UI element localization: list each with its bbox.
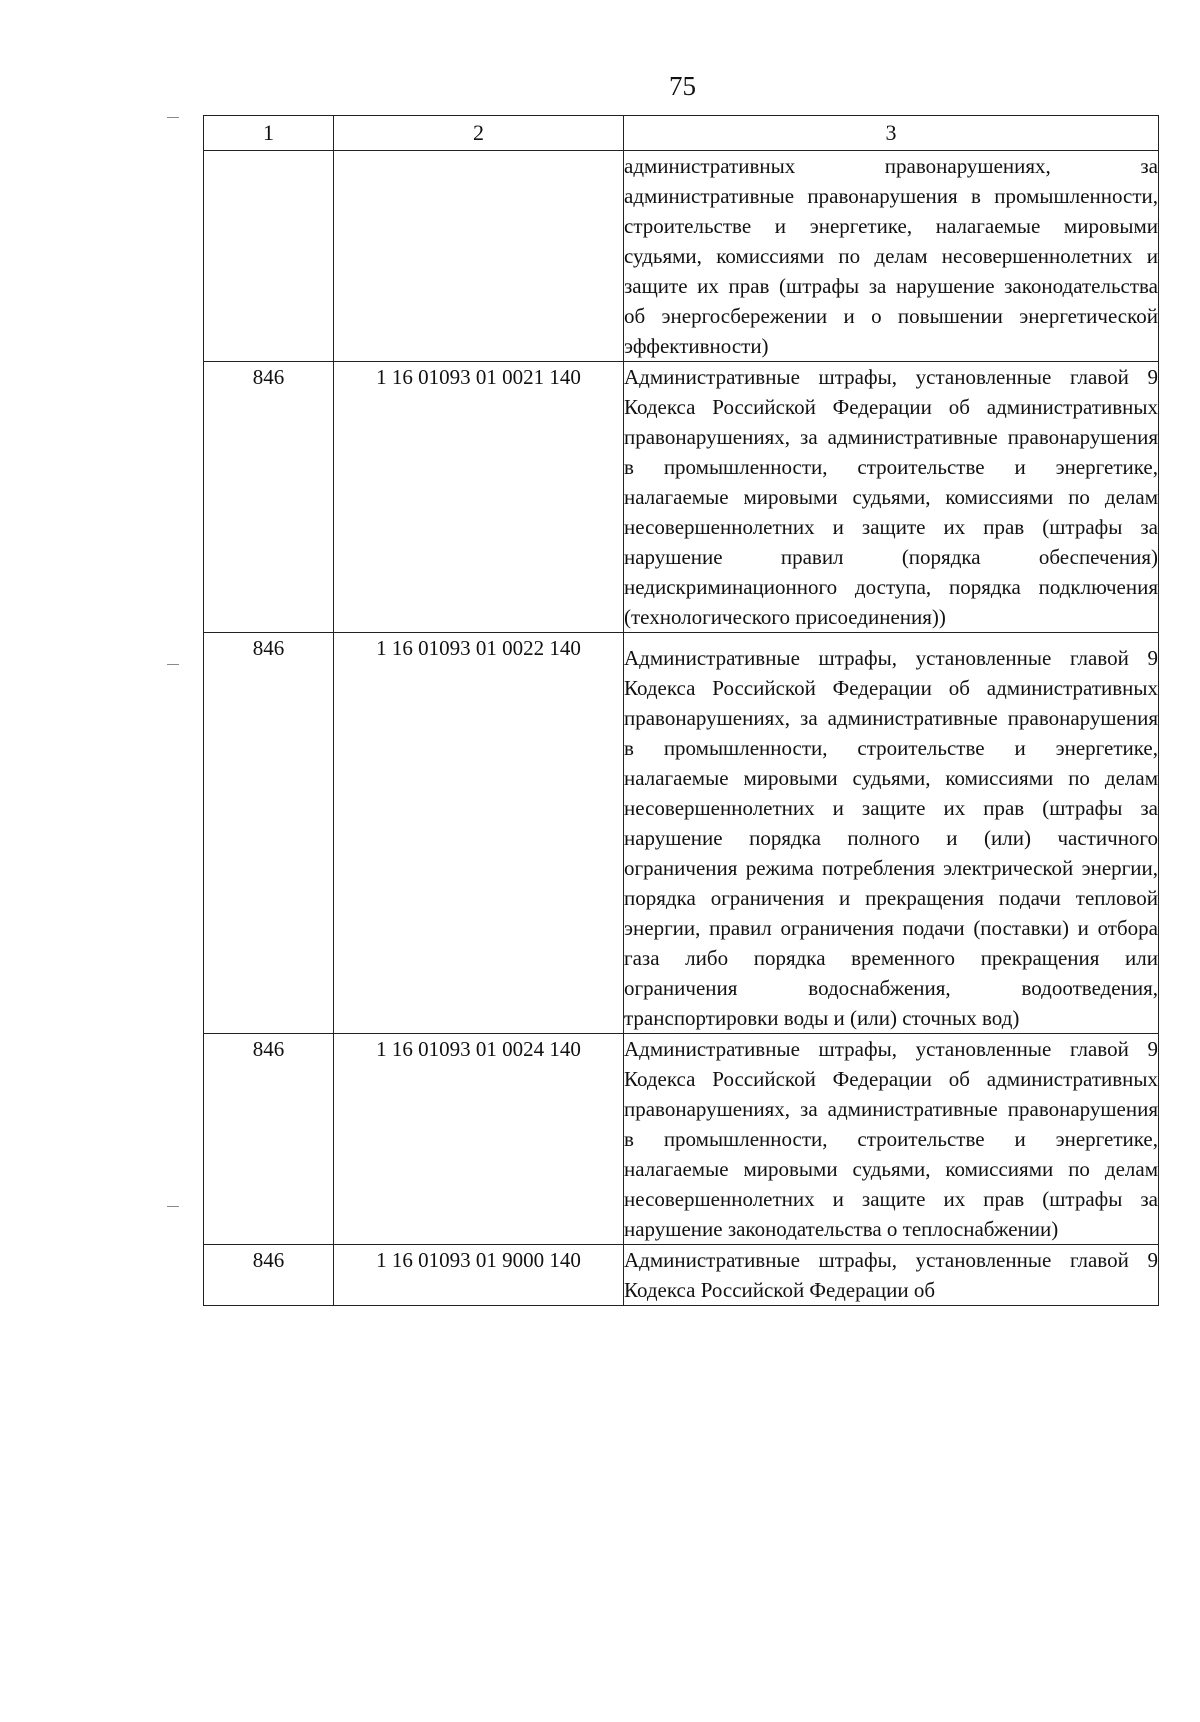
description-cell — [624, 151, 1159, 362]
description-text: Административные штрафы, установленные главой 9 Кодекса Российской Федерации об административных правонарушениях, за административные правонарушения в промышленности, строительстве и энергетике, налагаемые мировыми судьями, комиссиями по делам несовершеннолетних и защите их прав (штрафы за нарушение порядка полного и (или) частичного ограничения режима потребления электрической энергии, порядка ограничения и прекращения подачи тепловой энергии, правил ограничения подачи (поставки) и отбора газа либо порядка временного прекращения или ограничения водоснабжения, водоотведения, транспортировки воды и (или) сточных вод) — [624, 646, 1158, 1030]
margin-mark — [167, 664, 179, 665]
admin-code-cell: 846 — [204, 1034, 334, 1245]
description-cell — [624, 633, 1159, 1034]
budget-codes-table — [203, 115, 1159, 1306]
description-text: административных правонарушениях, за административные правонарушения в промышленности, строительстве и энергетике, налагаемые мировыми судьями, комиссиями по делам несовершеннолетних и защите их прав (штрафы за нарушение законодательства об энергосбережении и о повышении энергетической эффективности) — [624, 154, 1158, 358]
table-row — [204, 362, 1159, 633]
table-row — [204, 1034, 1159, 1245]
column-header-1: 1 — [204, 116, 334, 151]
column-header-3: 3 — [624, 116, 1159, 151]
table-header-row — [204, 116, 1159, 151]
description-text: Административные штрафы, установленные главой 9 Кодекса Российской Федерации об административных правонарушениях, за административные правонарушения в промышленности, строительстве и энергетике, налагаемые мировыми судьями, комиссиями по делам несовершеннолетних и защите их прав (штрафы за нарушение правил (порядка обеспечения) недискриминационного доступа, порядка подключения (технологического присоединения)) — [624, 365, 1158, 629]
budget-code-cell: 1 16 01093 01 0022 140 — [334, 633, 624, 1034]
budget-code-cell: 1 16 01093 01 0021 140 — [334, 362, 624, 633]
admin-code-cell — [204, 151, 334, 362]
margin-mark — [167, 1206, 179, 1207]
admin-code-cell: 846 — [204, 1245, 334, 1306]
margin-mark — [167, 117, 179, 118]
table-row — [204, 151, 1159, 362]
description-cell — [624, 362, 1159, 633]
description-cell — [624, 1034, 1159, 1245]
admin-code-cell: 846 — [204, 633, 334, 1034]
table-row — [204, 1245, 1159, 1306]
admin-code-cell: 846 — [204, 362, 334, 633]
column-header-2: 2 — [334, 116, 624, 151]
description-text: Административные штрафы, установленные главой 9 Кодекса Российской Федерации об административных правонарушениях, за административные правонарушения в промышленности, строительстве и энергетике, налагаемые мировыми судьями, комиссиями по делам несовершеннолетних и защите их прав (штрафы за нарушение законодательства о теплоснабжении) — [624, 1037, 1158, 1241]
budget-code-cell: 1 16 01093 01 9000 140 — [334, 1245, 624, 1306]
page-number: 75 — [669, 71, 696, 101]
budget-code-cell: 1 16 01093 01 0024 140 — [334, 1034, 624, 1245]
table-row — [204, 633, 1159, 1034]
budget-code-cell — [334, 151, 624, 362]
description-text: Административные штрафы, установленные главой 9 Кодекса Российской Федерации об — [624, 1248, 1158, 1302]
description-cell — [624, 1245, 1159, 1306]
